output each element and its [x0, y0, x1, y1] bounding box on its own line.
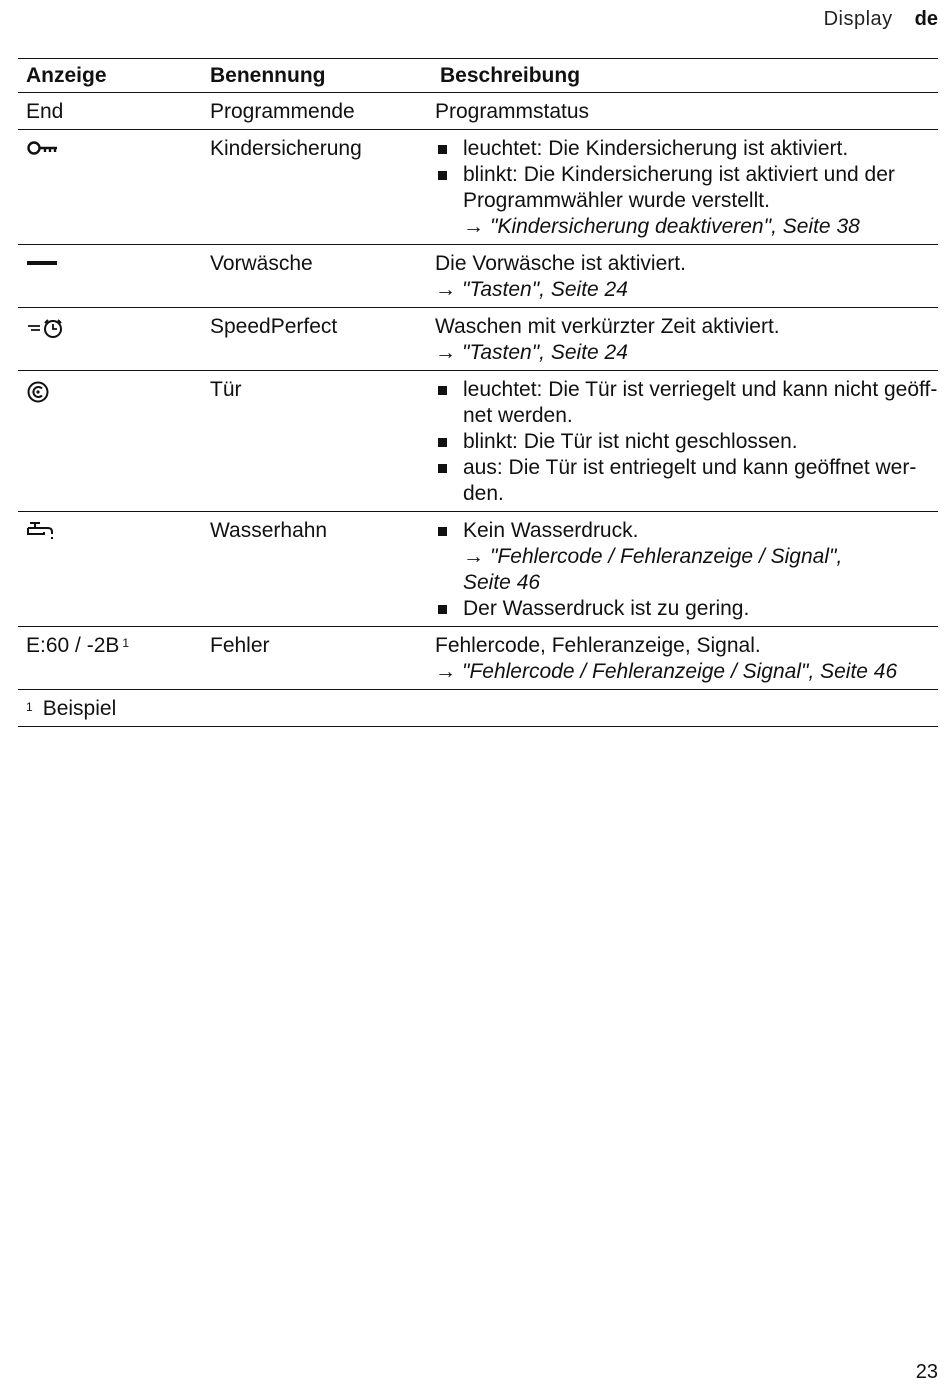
display-symbol-table	[18, 58, 938, 727]
tap-icon	[26, 521, 56, 543]
reference-text: "Kindersicherung deaktiveren", Seite 38	[490, 215, 860, 238]
anzeige-cell	[18, 245, 202, 308]
description-text: Waschen mit verkürzter Zeit aktiviert.	[435, 315, 780, 338]
bullet-item: Der Wasserdruck ist zu gering.	[435, 596, 938, 622]
page-reference[interactable]	[463, 214, 938, 240]
bullet-item	[435, 518, 938, 596]
table-row	[18, 308, 938, 371]
door-lock-icon	[26, 380, 52, 404]
speed-clock-icon	[26, 317, 70, 339]
anzeige-cell	[18, 308, 202, 371]
arrow-right-icon: →	[463, 545, 484, 568]
bullet-item: blinkt: Die Tür ist nicht geschlossen.	[435, 429, 938, 455]
benennung-cell: Wasserhahn	[202, 512, 432, 627]
page-header	[824, 8, 938, 31]
table-row	[18, 512, 938, 627]
table-row	[18, 93, 938, 130]
reference-text: "Fehlercode / Fehleranzeige / Signal",	[490, 545, 843, 568]
column-header-benennung: Benennung	[202, 59, 432, 93]
beschreibung-cell	[432, 371, 938, 512]
bullet-text: Kein Wasserdruck.	[463, 519, 639, 542]
table-row	[18, 627, 938, 690]
section-title: Display	[823, 8, 893, 30]
table-row	[18, 371, 938, 512]
arrow-right-icon: →	[435, 278, 456, 301]
benennung-cell: Vorwäsche	[202, 245, 432, 308]
bullet-item: leuchtet: Die Kindersicherung ist aktiviert.	[435, 136, 938, 162]
page-reference[interactable]	[435, 659, 938, 685]
footnote-mark: 1	[122, 636, 130, 650]
description-text: Die Vorwäsche ist aktiviert.	[435, 252, 686, 275]
bullet-list	[435, 377, 938, 507]
reference-text: "Tasten", Seite 24	[462, 341, 628, 364]
arrow-right-icon: →	[463, 215, 484, 238]
bullet-list	[435, 136, 938, 240]
key-icon	[26, 139, 60, 157]
benennung-cell: Tür	[202, 371, 432, 512]
description-text: Fehlercode, Fehleranzeige, Signal.	[435, 634, 761, 657]
anzeige-cell	[18, 371, 202, 512]
language-code: de	[914, 8, 938, 30]
page-reference[interactable]	[435, 277, 938, 303]
beschreibung-cell	[432, 627, 938, 690]
table-row	[18, 130, 938, 245]
dash-icon	[26, 254, 60, 272]
column-header-beschreibung: Beschreibung	[432, 59, 938, 93]
reference-text: "Tasten", Seite 24	[462, 278, 628, 301]
table-row	[18, 245, 938, 308]
footnote-row	[18, 690, 938, 727]
beschreibung-cell	[432, 130, 938, 245]
bullet-item: leuchtet: Die Tür ist verriegelt und kann nicht geöff-net werden.	[435, 377, 938, 429]
bullet-item	[435, 162, 938, 240]
anzeige-cell: End	[18, 93, 202, 130]
page-number: 23	[915, 1361, 938, 1383]
page-reference[interactable]	[435, 340, 938, 366]
page-reference[interactable]	[463, 544, 938, 570]
benennung-cell: SpeedPerfect	[202, 308, 432, 371]
footnote-cell	[18, 690, 938, 727]
beschreibung-cell: Programmstatus	[432, 93, 938, 130]
footnote-text: Beispiel	[42, 697, 117, 720]
bullet-text: blinkt: Die Kindersicherung ist aktiviert und der Programmwähler wurde verstellt.	[463, 163, 895, 212]
arrow-right-icon: →	[435, 660, 456, 683]
arrow-right-icon: →	[435, 341, 456, 364]
reference-text: "Fehlercode / Fehleranzeige / Signal", Seite 46	[462, 660, 898, 683]
beschreibung-cell	[432, 308, 938, 371]
bullet-item: aus: Die Tür ist entriegelt und kann geöffnet wer-den.	[435, 455, 938, 507]
anzeige-cell	[18, 512, 202, 627]
benennung-cell: Fehler	[202, 627, 432, 690]
benennung-cell: Programmende	[202, 93, 432, 130]
table-header-row	[18, 59, 938, 93]
anzeige-cell	[18, 627, 202, 690]
beschreibung-cell	[432, 245, 938, 308]
footnote-number: 1	[26, 700, 33, 714]
anzeige-cell	[18, 130, 202, 245]
column-header-anzeige: Anzeige	[18, 59, 202, 93]
beschreibung-cell	[432, 512, 938, 627]
error-code: E:60 / -2B	[26, 634, 120, 657]
bullet-list	[435, 518, 938, 622]
reference-page: Seite 46	[463, 571, 541, 594]
benennung-cell: Kindersicherung	[202, 130, 432, 245]
